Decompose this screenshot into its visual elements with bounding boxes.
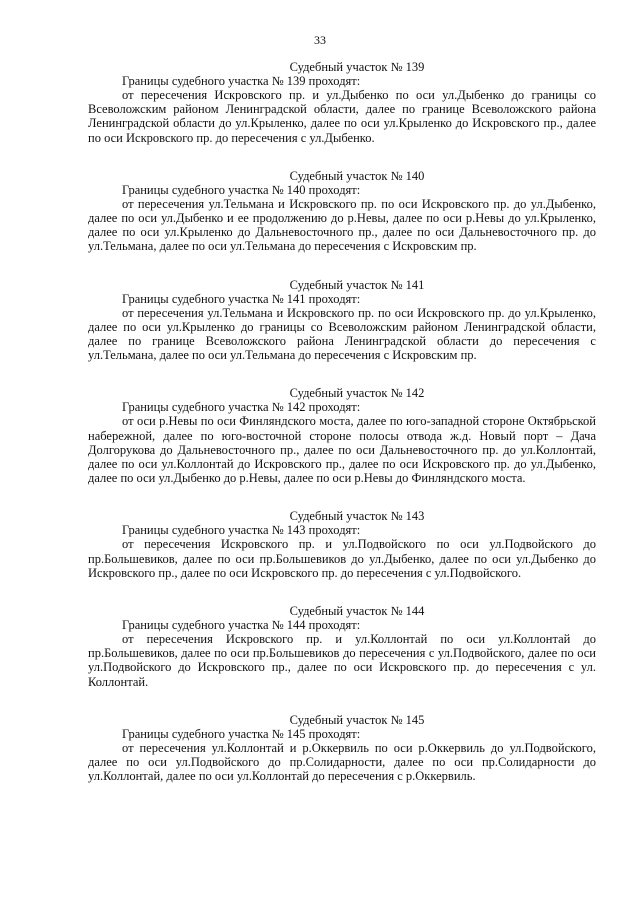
section-body: от пересечения Искровского пр. и ул.Подвойского по оси ул.Подвойского до пр.Большевиков, далее по оси пр.Большевиков до ул.Дыбенко, далее по оси ул.Дыбенко до Искровского пр., далее по оси Искровского пр. до пересечения с ул.Подвойского. <box>88 537 596 580</box>
section-title: Судебный участок № 145 <box>289 712 425 727</box>
section-title: Судебный участок № 143 <box>289 509 425 524</box>
section-142 <box>88 386 596 485</box>
section-subtitle: Границы судебного участка № 141 проходят: <box>122 291 361 306</box>
section-title: Судебный участок № 139 <box>289 60 425 74</box>
section-145 <box>88 713 596 784</box>
section-body: от пересечения ул.Тельмана и Искровского пр. по оси Искровского пр. до ул.Крыленко, далее по оси ул.Крыленко до границы со Всеволожским районом Ленинградской области, далее по границе Всеволожского района Ленинградской области до пересечения с ул.Тельмана, далее по оси ул.Тельмана до пересечения с Искровским пр. <box>88 305 596 363</box>
section-title: Судебный участок № 141 <box>289 277 425 292</box>
section-144 <box>88 604 596 689</box>
section-body: от пересечения Искровского пр. и ул.Дыбенко по оси ул.Дыбенко до границы со Всеволожским районом Ленинградской области, далее по границе Всеволожского района Ленинградской области до ул.Крыленко, далее по оси ул.Крыленко до Искровского пр., далее по оси Искровского пр. до пересечения с ул.Дыбенко. <box>88 88 596 145</box>
section-title: Судебный участок № 140 <box>289 168 425 183</box>
document-content <box>88 60 596 807</box>
section-subtitle: Границы судебного участка № 145 проходят: <box>122 726 361 741</box>
section-subtitle: Границы судебного участка № 144 проходят: <box>122 618 361 633</box>
section-body: от оси р.Невы по оси Финляндского моста, далее по юго-западной стороне Октябрьской набережной, далее по юго-восточной стороне полосы отвода ж.д. Новый порт – Дача Долгорукова до Дальневосточного пр., далее по оси Дальневосточного пр. до ул.Коллонтай, далее по оси ул.Коллонтай до Искровского пр., далее по оси Искровского пр. до ул.Дыбенко, далее по оси ул.Дыбенко до р.Невы, далее по оси р.Невы до Финляндского моста. <box>88 414 596 486</box>
page-number: 33 <box>314 33 326 47</box>
section-title: Судебный участок № 144 <box>289 604 425 619</box>
section-subtitle: Границы судебного участка № 140 проходят: <box>122 182 361 197</box>
section-subtitle: Границы судебного участка № 143 проходят: <box>122 523 361 538</box>
section-body: от пересечения ул.Коллонтай и р.Оккервиль по оси р.Оккервиль до ул.Подвойского, далее по оси ул.Подвойского до пр.Солидарности, далее по оси пр.Солидарности до ул.Коллонтай, далее по оси ул.Коллонтай до пересечения с р.Оккервиль. <box>88 740 596 784</box>
section-body: от пересечения ул.Тельмана и Искровского пр. по оси Искровского пр. до ул.Дыбенко, далее по оси ул.Дыбенко и ее продолжению до р.Невы, далее по оси р.Невы до ул.Крыленко, далее по оси ул.Крыленко до Дальневосточного пр., далее по оси Дальневосточного пр. до ул.Тельмана, далее по оси ул.Тельмана до пересечения с Искровским пр. <box>88 196 596 254</box>
section-body: от пересечения Искровского пр. и ул.Коллонтай по оси ул.Коллонтай до пр.Большевиков, далее по оси пр.Большевиков до пересечения с ул.Подвойского, далее по оси ул.Подвойского до Искровского пр., далее по оси Искровского пр. до пересечения с ул. Коллонтай. <box>88 632 596 689</box>
section-subtitle: Границы судебного участка № 142 проходят: <box>122 400 361 415</box>
section-title: Судебный участок № 142 <box>289 386 425 401</box>
section-subtitle: Границы судебного участка № 139 проходят: <box>122 74 361 88</box>
section-139 <box>88 60 596 145</box>
section-143 <box>88 509 596 580</box>
section-140 <box>88 169 596 254</box>
section-141 <box>88 278 596 363</box>
